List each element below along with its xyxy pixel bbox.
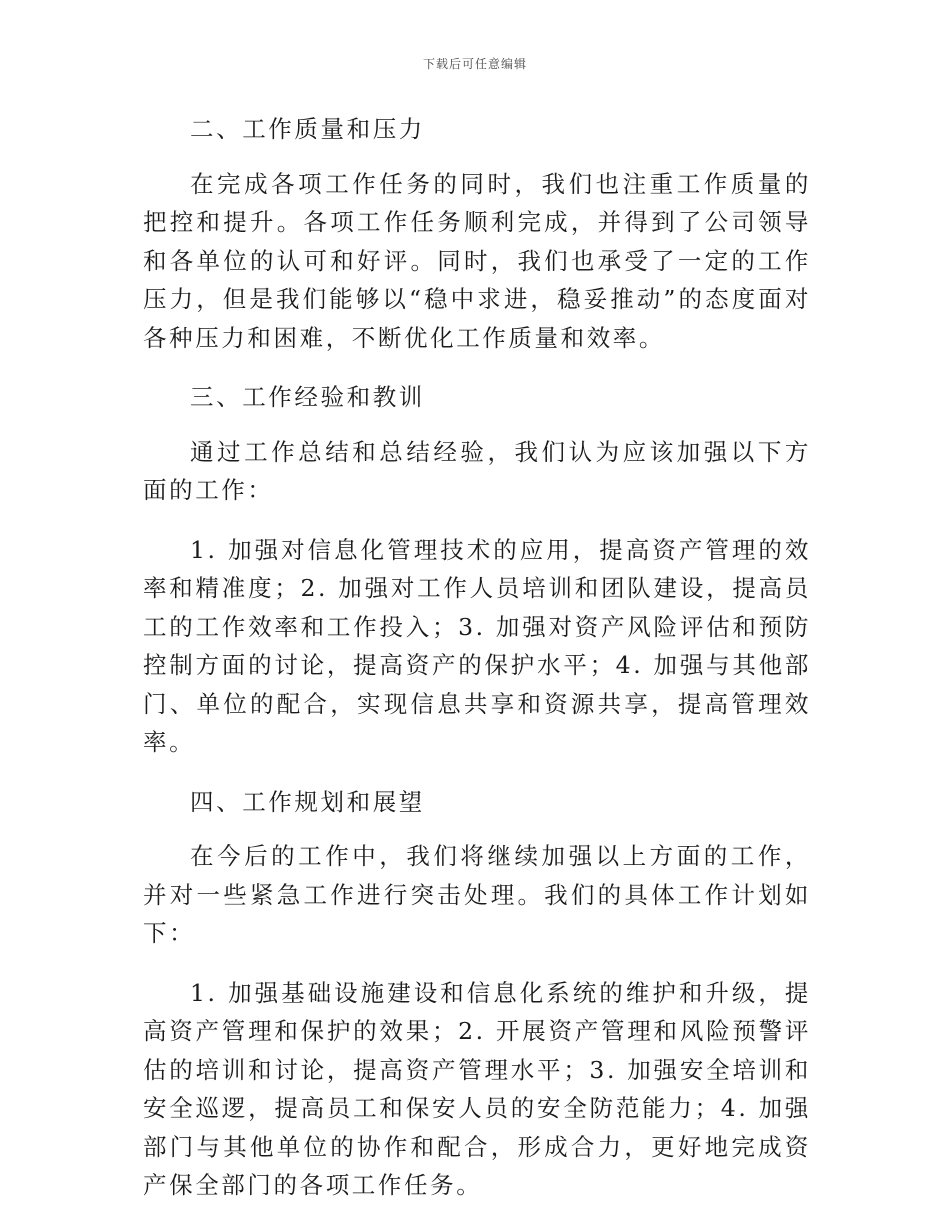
paragraph: 1. 加强基础设施建设和信息化系统的维护和升级，提高资产管理和保护的效果；2. 开展资产管理和风险预警评估的培训和讨论，提高资产管理水平；3. 加强安全培训和安全巡逻，提高员工和保安人员的安全防范能力；4. 加强部门与其他单位的协作和配合，形成合力，更好地完成资产保全部门的各项工作任务。 xyxy=(143,978,811,1199)
section-heading: 四、工作规划和展望 xyxy=(190,787,425,816)
page-header: 下载后可任意编辑 xyxy=(422,57,527,71)
document-body xyxy=(143,110,811,1226)
paragraph: 在完成各项工作任务的同时，我们也注重工作质量的把控和提升。各项工作任务顺利完成，并得到了公司领导和各单位的认可和好评。同时，我们也承受了一定的工作压力，但是我们能够以“稳中求进，稳妥推动”的态度面对各种压力和困难，不断优化工作质量和效率。 xyxy=(143,169,811,352)
paragraph: 通过工作总结和总结经验，我们认为应该加强以下方面的工作： xyxy=(143,437,811,504)
section-heading: 二、工作质量和压力 xyxy=(190,115,425,143)
paragraph: 在今后的工作中，我们将继续加强以上方面的工作，并对一些紧急工作进行突击处理。我们的具体工作计划如下： xyxy=(143,842,811,947)
paragraph: 1. 加强对信息化管理技术的应用，提高资产管理的效率和精准度；2. 加强对工作人员培训和团队建设，提高员工的工作效率和工作投入；3. 加强对资产风险评估和预防控制方面的讨论，提高资产的保护水平；4. 加强与其他部门、单位的配合，实现信息共享和资源共享，提高管理效率。 xyxy=(143,535,811,756)
section-heading: 三、工作经验和教训 xyxy=(190,383,425,411)
